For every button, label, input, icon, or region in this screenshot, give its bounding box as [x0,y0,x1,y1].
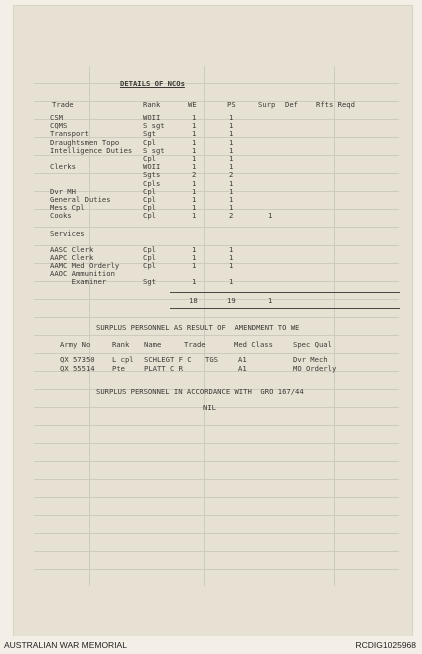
column-header: Surp [258,100,276,109]
cell-ps: 1 [229,195,234,204]
cell-rank: Sgt [143,277,156,287]
cell-we: 1 [192,121,197,131]
cell-med-class: A1 [238,355,247,364]
cell-trade: AAMC Med Orderly [50,261,120,270]
archive-footer [0,636,422,654]
cell-we: 1 [192,211,197,221]
cell-trade: AAPC Clerk [50,252,94,262]
cell-we: 2 [192,170,197,180]
total-rule-top [170,292,400,293]
cell-name: SCHLEGT F C [144,355,192,364]
cell-med-class: A1 [238,363,247,373]
column-header: Rank [143,100,161,109]
cell-trade: CQMS [50,121,68,131]
total-we: 18 [189,296,198,305]
cell-rank: Sgts [143,170,161,180]
cell-we: 1 [192,186,197,196]
footer-id: RCDIG1025968 [355,640,416,650]
cell-rank: Sgt [143,129,156,139]
cell-we: 1 [192,203,197,213]
nil-text: NIL [203,403,216,412]
cell-ps: 1 [229,121,234,131]
cell-trade: Clerks [50,162,76,172]
cell-name: PLATT C R [144,363,183,373]
column-header: Spec Qual [293,340,332,349]
surplus-heading: SURPLUS PERSONNEL AS RESULT OF AMENDMENT TO WE [96,323,300,332]
cell-rank: Cpl [143,244,156,254]
cell-trade: TGS [205,355,218,364]
cell-rank: Cpl [143,211,156,221]
column-header: Trade [184,340,206,349]
cell-rank: L cpl [112,355,134,364]
cell-ps: 1 [229,162,234,172]
column-header: WE [188,100,197,109]
cell-we: 1 [192,195,197,204]
page-title: DETAILS OF NCOs [120,79,185,88]
cell-trade: Dvr MH [50,186,76,196]
column-header: Trade [52,100,74,109]
cell-we: 1 [192,113,197,122]
cell-we: 1 [192,178,197,188]
cell-rank: S sgt [143,121,165,131]
cell-trade: AAOC Ammunition [50,269,115,279]
cell-trade: Cooks [50,211,72,221]
cell-rank: Cpl [143,137,156,147]
cell-ps: 2 [229,170,234,180]
cell-ps: 1 [229,277,234,287]
cell-spec-qual: Dvr Mech [293,355,328,364]
cell-ps: 1 [229,261,234,270]
column-header: PS [227,100,236,109]
cell-rank: Cpl [143,186,156,196]
column-header: Def [285,100,298,109]
cell-ps: 2 [229,211,234,221]
cell-army-no: QX 57350 [60,355,95,364]
column-header: Name [144,340,162,349]
cell-rank: Cpl [143,154,156,163]
cell-we: 1 [192,145,197,155]
cell-trade: Draughtsmen Topo [50,137,120,147]
surplus2-heading: SURPLUS PERSONNEL IN ACCORDANCE WITH GRO 167/44 [96,387,304,396]
total-ps: 19 [227,296,236,305]
total-rule-bottom [170,308,400,309]
column-header: Rfts Reqd [316,100,355,109]
cell-trade: CSM [50,113,63,122]
cell-ps: 1 [229,154,234,163]
cell-rank: WOII [143,162,161,172]
cell-we: 1 [192,261,197,270]
cell-we: 1 [192,162,197,172]
column-header: Army No [60,340,91,349]
services-label: Services [50,228,85,238]
column-header: Med Class [234,340,273,349]
cell-rank: S sgt [143,145,165,155]
total-surp: 1 [268,296,273,305]
cell-we: 1 [192,277,197,287]
cell-ps: 1 [229,178,234,188]
cell-trade: Examiner [50,277,107,287]
cell-trade: Intelligence Duties [50,145,133,155]
cell-ps: 1 [229,186,234,196]
cell-rank: WOII [143,113,161,122]
column-header: Rank [112,340,130,349]
cell-ps: 1 [229,203,234,213]
cell-spec-qual: MO Orderly [293,363,337,373]
cell-rank: Cpls [143,178,161,188]
cell-rank: Cpl [143,203,156,213]
cell-we: 1 [192,129,197,139]
cell-we: 1 [192,154,197,163]
cell-trade: Mess Cpl [50,203,85,213]
cell-army-no: QX 55514 [60,363,95,373]
cell-ps: 1 [229,252,234,262]
cell-trade: General Duties [50,195,111,204]
cell-rank: Cpl [143,261,156,270]
footer-source: AUSTRALIAN WAR MEMORIAL [4,640,127,650]
cell-rank: Pte [112,363,125,373]
cell-ps: 1 [229,244,234,254]
cell-rank: Cpl [143,195,156,204]
cell-ps: 1 [229,129,234,139]
cell-we: 1 [192,252,197,262]
cell-rank: Cpl [143,252,156,262]
cell-ps: 1 [229,137,234,147]
cell-surp: 1 [268,211,273,221]
cell-ps: 1 [229,113,234,122]
cell-we: 1 [192,244,197,254]
cell-ps: 1 [229,145,234,155]
cell-we: 1 [192,137,197,147]
cell-trade: Transport [50,129,89,139]
cell-trade: AASC Clerk [50,244,94,254]
